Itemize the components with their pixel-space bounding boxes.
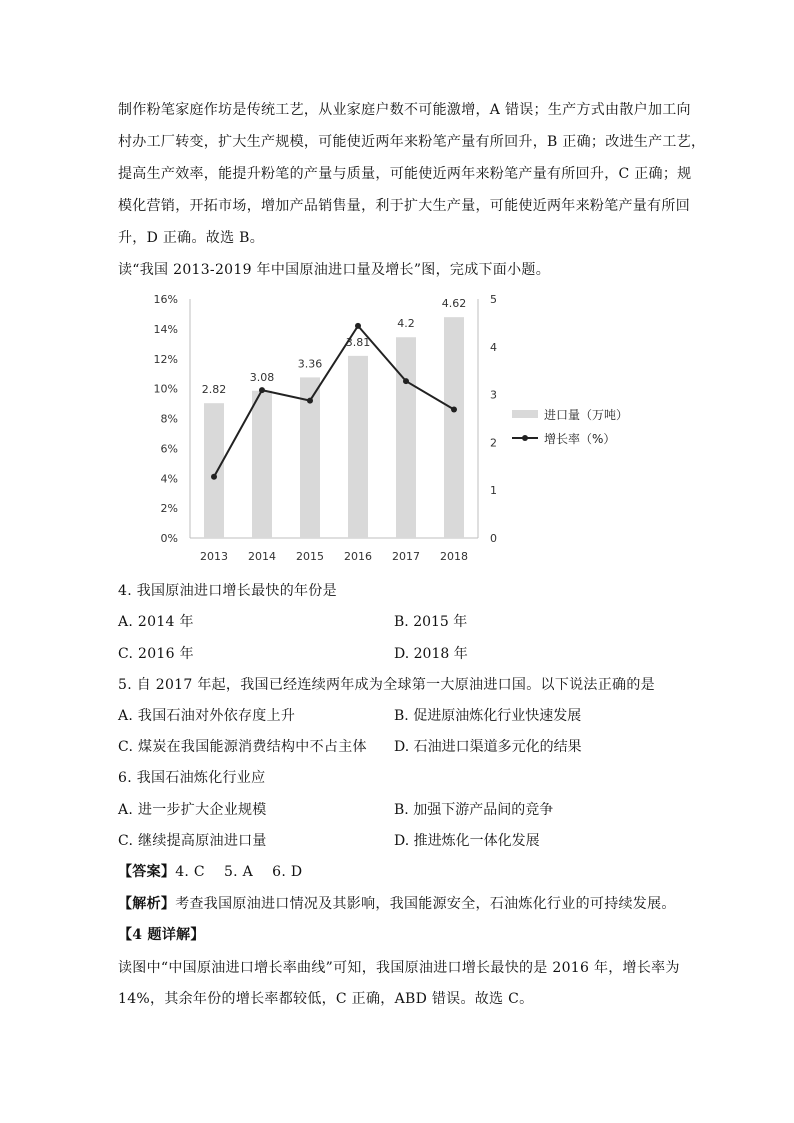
growth-point-2014 [259, 387, 265, 393]
left-tick-label: 12% [153, 352, 178, 366]
answer-text: 4. C 5. A 6. D [175, 864, 303, 880]
question-5-option-c[interactable]: C. 煤炭在我国能源消费结构中不占主体 [118, 739, 367, 755]
analysis-line [118, 894, 676, 914]
growth-point-2017 [403, 378, 409, 384]
growth-point-2018 [451, 407, 457, 413]
data-label: 3.36 [297, 357, 323, 371]
answer-line [118, 862, 302, 882]
growth-line [214, 326, 454, 477]
analysis-label: 【解析】 [118, 896, 176, 912]
right-tick-label: 2 [490, 436, 497, 450]
bar-2013 [204, 403, 224, 538]
paragraph-line: 模化营销，开拓市场，增加产品销售量，利于扩大生产量，可能使近两年来粉笔产量有所回 [118, 198, 690, 214]
data-label: 4.62 [441, 297, 467, 311]
right-tick-label: 3 [490, 388, 497, 402]
question-5-stem: 5. 自 2017 年起，我国已经连续两年成为全球第一大原油进口国。以下说法正确的是 [118, 677, 655, 693]
question-5-option-a[interactable]: A. 我国石油对外依存度上升 [118, 708, 296, 724]
question-6-option-c[interactable]: C. 继续提高原油进口量 [118, 833, 267, 849]
question-6-option-b[interactable]: B. 加强下游产品间的竞争 [394, 802, 554, 818]
question-6-stem: 6. 我国石油炼化行业应 [118, 770, 266, 786]
data-label: 3.08 [249, 370, 275, 384]
growth-point-2016 [355, 323, 361, 329]
question-4-option-b[interactable]: B. 2015 年 [394, 614, 468, 630]
left-tick-label: 8% [160, 412, 178, 426]
left-tick-label: 4% [160, 472, 178, 486]
right-tick-label: 4 [490, 340, 497, 354]
right-tick-label: 0 [490, 532, 497, 545]
paragraph-line: 升，D 正确。故选 B。 [118, 230, 265, 246]
x-tick-label: 2017 [392, 550, 420, 563]
chart-intro: 读“我国 2013-2019 年中国原油进口量及增长”图，完成下面小题。 [118, 262, 551, 278]
legend-line-marker [522, 435, 528, 441]
bar-2016 [348, 356, 368, 538]
paragraph-line: 制作粉笔家庭作坊是传统工艺，从业家庭户数不可能激增，A 错误；生产方式由散户加工向 [118, 102, 691, 118]
x-tick-label: 2016 [344, 550, 372, 563]
left-tick-label: 6% [160, 442, 178, 456]
question-4-option-d[interactable]: D. 2018 年 [394, 646, 468, 662]
left-tick-label: 2% [160, 502, 178, 516]
detail-line: 读图中“中国原油进口增长率曲线”可知，我国原油进口增长最快的是 2016 年，增长率为 [118, 960, 680, 976]
question-6-option-d[interactable]: D. 推进炼化一体化发展 [394, 833, 540, 849]
x-tick-label: 2013 [200, 550, 228, 563]
left-tick-label: 10% [153, 382, 178, 396]
left-tick-label: 0% [160, 532, 178, 545]
legend-bar-label: 进口量（万吨） [544, 408, 629, 422]
legend-bar-swatch [512, 410, 538, 418]
data-label: 2.82 [201, 383, 227, 397]
growth-point-2013 [211, 474, 217, 480]
answer-label: 【答案】 [118, 864, 176, 880]
analysis-text: 考查我国原油进口情况及其影响，我国能源安全，石油炼化行业的可持续发展。 [175, 896, 676, 912]
left-tick-label: 16% [153, 293, 178, 306]
data-label: 3.81 [345, 335, 371, 349]
right-tick-label: 5 [490, 293, 497, 306]
bar-2018 [444, 317, 464, 538]
bar-2014 [252, 391, 272, 538]
left-tick-label: 14% [153, 322, 178, 336]
paragraph-line: 提高生产效率，能提升粉笔的产量与质量，可能使近两年来粉笔产量有所回升，C 正确；规 [118, 166, 692, 182]
question-5-option-b[interactable]: B. 促进原油炼化行业快速发展 [394, 708, 582, 724]
detail-heading: 【4 题详解】 [118, 927, 205, 943]
x-tick-label: 2015 [296, 550, 324, 563]
legend-line-label: 增长率（%） [544, 432, 616, 446]
bar-2017 [396, 337, 416, 538]
data-label: 4.2 [397, 317, 415, 331]
detail-line: 14%，其余年份的增长率都较低，C 正确，ABD 错误。故选 C。 [118, 991, 534, 1007]
x-tick-label: 2018 [440, 550, 468, 563]
question-4-option-a[interactable]: A. 2014 年 [118, 614, 194, 630]
question-6-option-a[interactable]: A. 进一步扩大企业规模 [118, 802, 267, 818]
question-5-option-d[interactable]: D. 石油进口渠道多元化的结果 [394, 739, 582, 755]
paragraph-line: 村办工厂转变，扩大生产规模，可能使近两年来粉笔产量有所回升，B 正确；改进生产工艺， [118, 134, 706, 150]
x-tick-label: 2014 [248, 550, 276, 563]
question-4-stem: 4. 我国原油进口增长最快的年份是 [118, 583, 337, 599]
question-4-option-c[interactable]: C. 2016 年 [118, 646, 194, 662]
growth-point-2015 [307, 398, 313, 404]
right-tick-label: 1 [490, 484, 497, 498]
combo-chart [118, 288, 658, 568]
